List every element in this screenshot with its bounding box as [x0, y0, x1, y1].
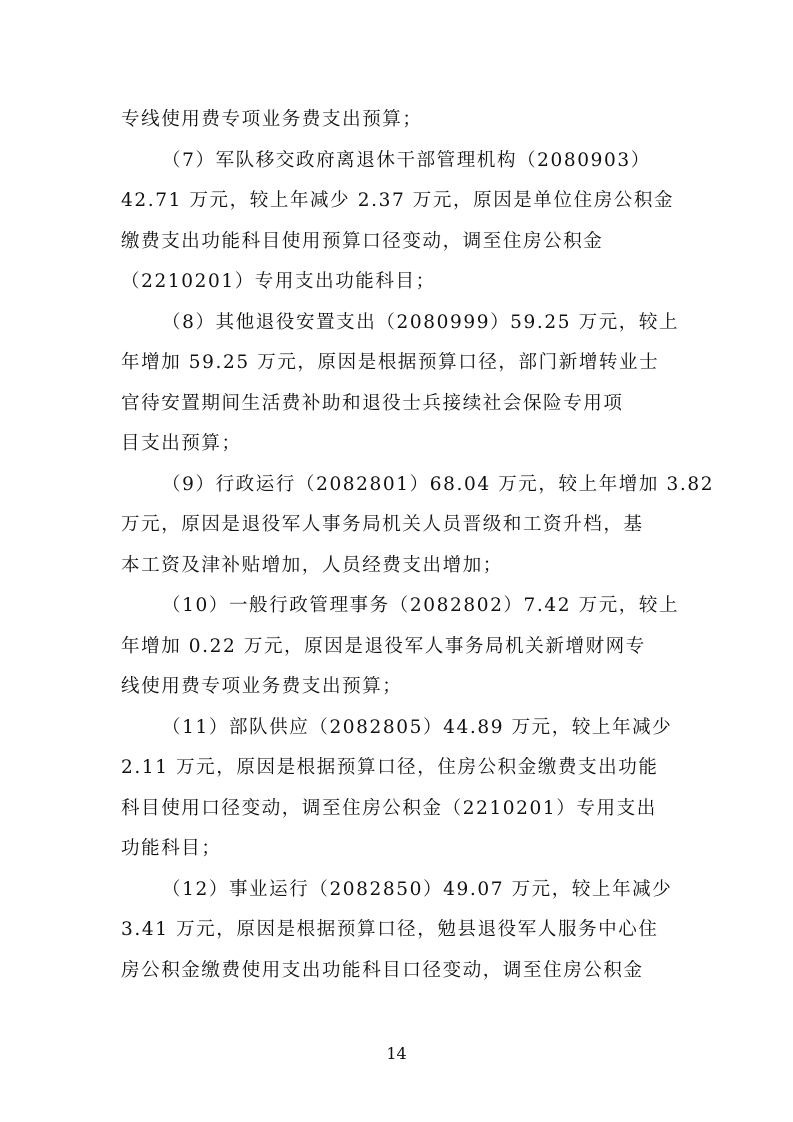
text-line: （9）行政运行（2082801）68.04 万元，较上年增加 3.82 [162, 473, 715, 495]
text-line: 科目使用口径变动，调至住房公积金（2210201）专用支出 [121, 797, 657, 819]
text-line: 目支出预算； [121, 433, 242, 454]
text-line: （7）军队移交政府离退休干部管理机构（2080903） [162, 149, 651, 171]
text-line: 房公积金缴费使用支出功能科目口径变动，调至住房公积金 [121, 959, 644, 981]
text-line: 年增加 0.22 万元，原因是退役军人事务局机关新增财网专 [121, 635, 646, 657]
text-line: 万元，原因是退役军人事务局机关人员晋级和工资升档，基 [121, 514, 644, 535]
text-line: 缴费支出功能科目使用预算口径变动，调至住房公积金 [121, 230, 604, 252]
text-line: （8）其他退役安置支出（2080999）59.25 万元，较上 [162, 311, 680, 333]
document-body [121, 100, 715, 991]
text-line: 年增加 59.25 万元，原因是根据预算口径，部门新增转业士 [121, 352, 660, 373]
text-line: 线使用费专项业务费支出预算； [121, 676, 403, 697]
text-line: （2210201）专用支出功能科目； [121, 271, 436, 292]
text-line: 3.41 万元，原因是根据预算口径，勉县退役军人服务中心住 [121, 919, 659, 940]
text-line: 2.11 万元，原因是根据预算口径，住房公积金缴费支出功能 [121, 757, 659, 778]
text-line: （11）部队供应（2082805）44.89 万元，较上年减少 [162, 716, 673, 738]
text-line: 官待安置期间生活费补助和退役士兵接续社会保险专用项 [121, 392, 624, 414]
page-number: 14 [386, 1044, 407, 1063]
text-line: 42.71 万元，较上年减少 2.37 万元，原因是单位住房公积金 [121, 190, 675, 211]
text-line: 功能科目； [121, 838, 222, 859]
text-line: （12）事业运行（2082850）49.07 万元，较上年减少 [162, 878, 673, 900]
text-line: 本工资及津补贴增加，人员经费支出增加； [121, 554, 503, 576]
text-line: 专线使用费专项业务费支出预算； [121, 109, 423, 130]
text-line: （10）一般行政管理事务（2082802）7.42 万元，较上 [162, 595, 680, 616]
